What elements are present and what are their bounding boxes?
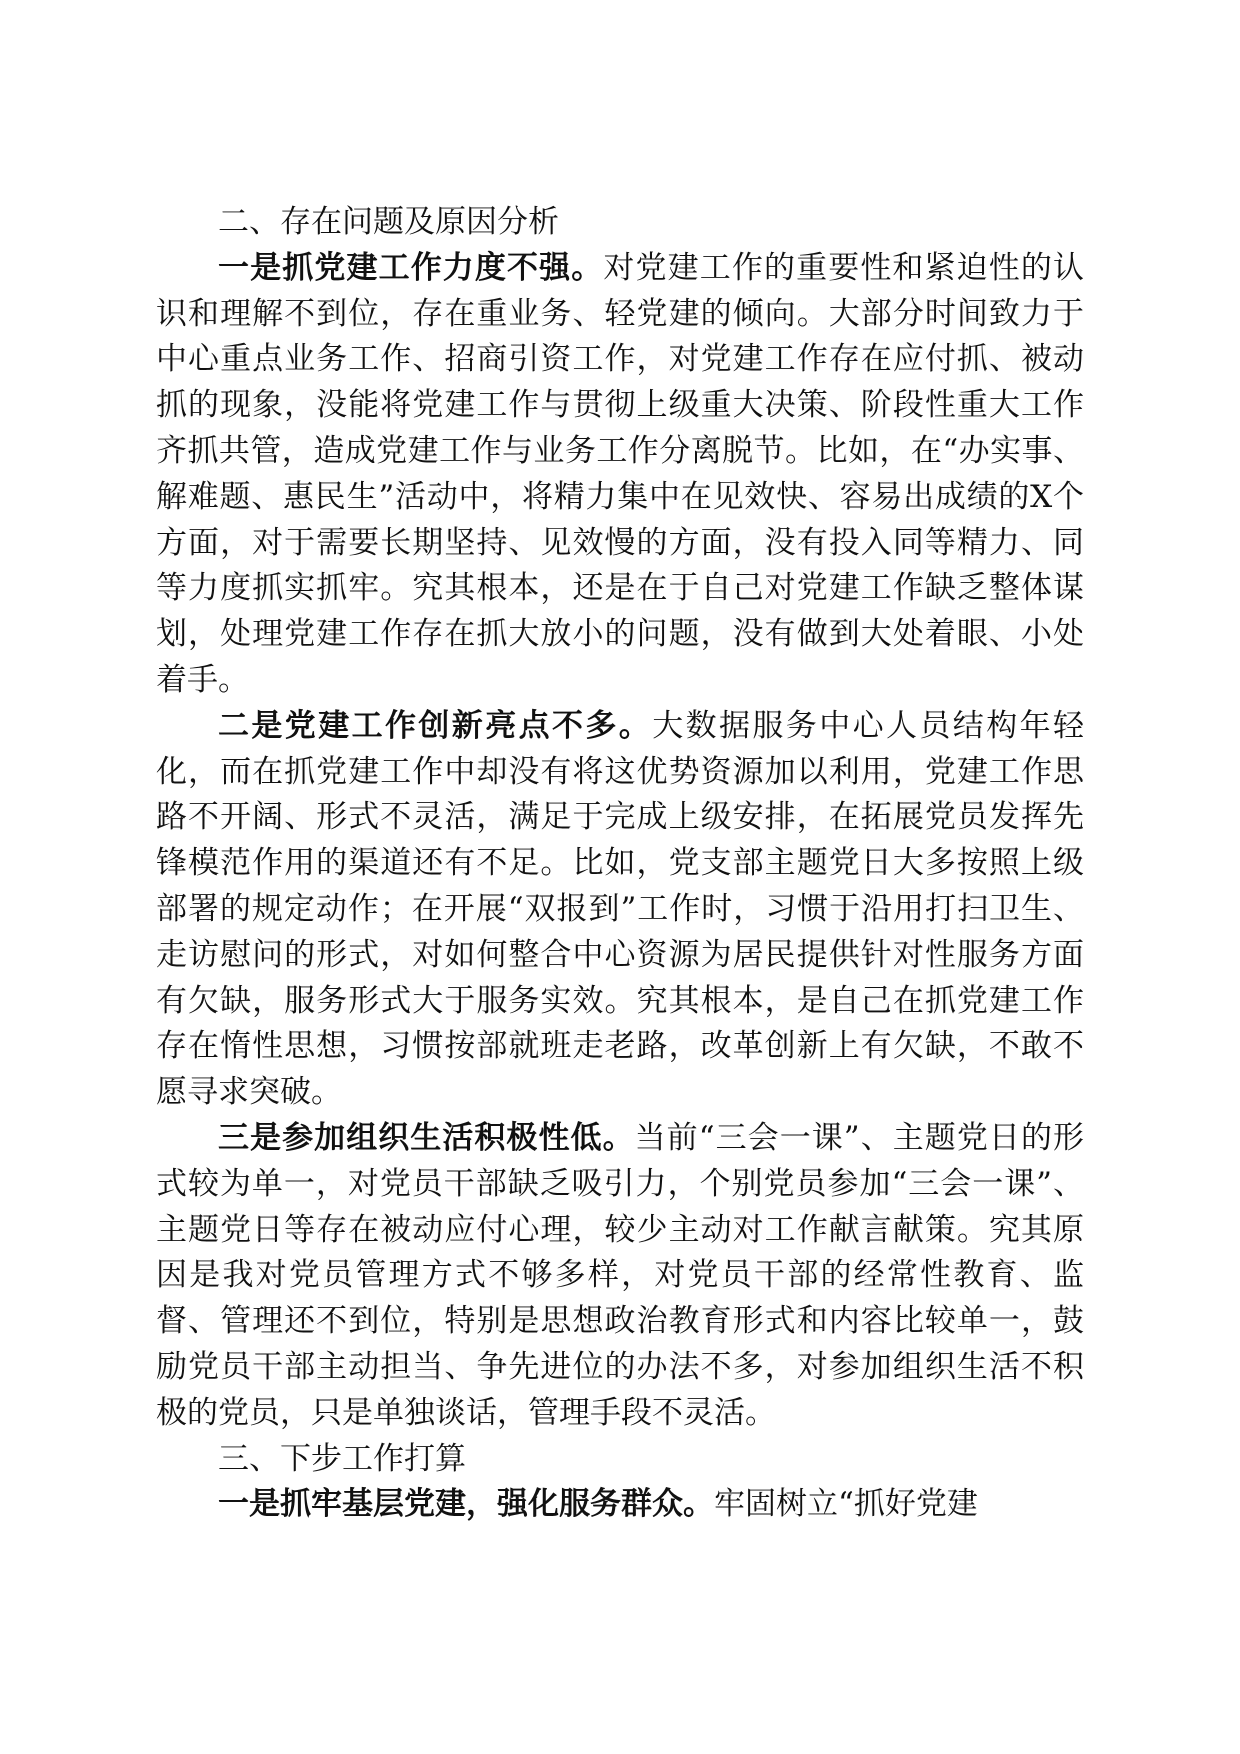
document-page (156, 200, 1084, 1528)
paragraph-lead: 三是参加组织生活积极性低。 (218, 1119, 635, 1156)
paragraph-body: 当前“三会一课”、主题党日的形式较为单一，对党员干部缺乏吸引力，个别党员参加“三会一课”、主题党日等存在被动应付心理，较少主动对工作献言献策。究其原因是我对党员管理方式不够多样，对党员干部的经常性教育、监督、管理还不到位，特别是思想政治教育形式和内容比较单一，鼓励党员干部主动担当、争先进位的办法不多，对参加组织生活不积极的党员，只是单独谈话，管理手段不灵活。 (156, 1119, 1084, 1431)
paragraph-body: 牢固树立“抓好党建 (714, 1486, 978, 1523)
section-heading-next-steps: 三、下步工作打算 (218, 1440, 466, 1477)
paragraph-lead: 一是抓牢基层党建，强化服务群众。 (218, 1486, 714, 1523)
paragraph-lead: 二是党建工作创新亮点不多。 (218, 707, 653, 744)
paragraph-innovation (156, 704, 1084, 1116)
section-heading-problems: 二、存在问题及原因分析 (218, 204, 559, 240)
paragraph-organizational-life (156, 1116, 1084, 1437)
paragraph-grassroots (156, 1482, 1084, 1528)
paragraph-body: 对党建工作的重要性和紧迫性的认识和理解不到位，存在重业务、轻党建的倾向。大部分时间致力于中心重点业务工作、招商引资工作，对党建工作存在应付抓、被动抓的现象，没能将党建工作与贯彻上级重大决策、阶段性重大工作齐抓共管，造成党建工作与业务工作分离脱节。比如，在“办实事、解难题、惠民生”活动中，将精力集中在见效快、容易出成绩的X个方面，对于需要长期坚持、见效慢的方面，没有投入同等精力、同等力度抓实抓牢。究其根本，还是在于自己对党建工作缺乏整体谋划，处理党建工作存在抓大放小的问题，没有做到大处着眼、小处着手。 (156, 249, 1085, 698)
paragraph-lead: 一是抓党建工作力度不强。 (218, 249, 604, 286)
paragraph-body: 大数据服务中心人员结构年轻化，而在抓党建工作中却没有将这优势资源加以利用，党建工作思路不开阔、形式不灵活，满足于完成上级安排，在拓展党员发挥先锋模范作用的渠道还有不足。比如，党支部主题党日大多按照上级部署的规定动作；在开展“双报到”工作时，习惯于沿用打扫卫生、走访慰问的形式，对如何整合中心资源为居民提供针对性服务方面有欠缺，服务形式大于服务实效。究其根本，是自己在抓党建工作存在惰性思想，习惯按部就班走老路，改革创新上有欠缺，不敢不愿寻求突破。 (156, 707, 1085, 1111)
paragraph-party-building-effort (156, 246, 1084, 704)
